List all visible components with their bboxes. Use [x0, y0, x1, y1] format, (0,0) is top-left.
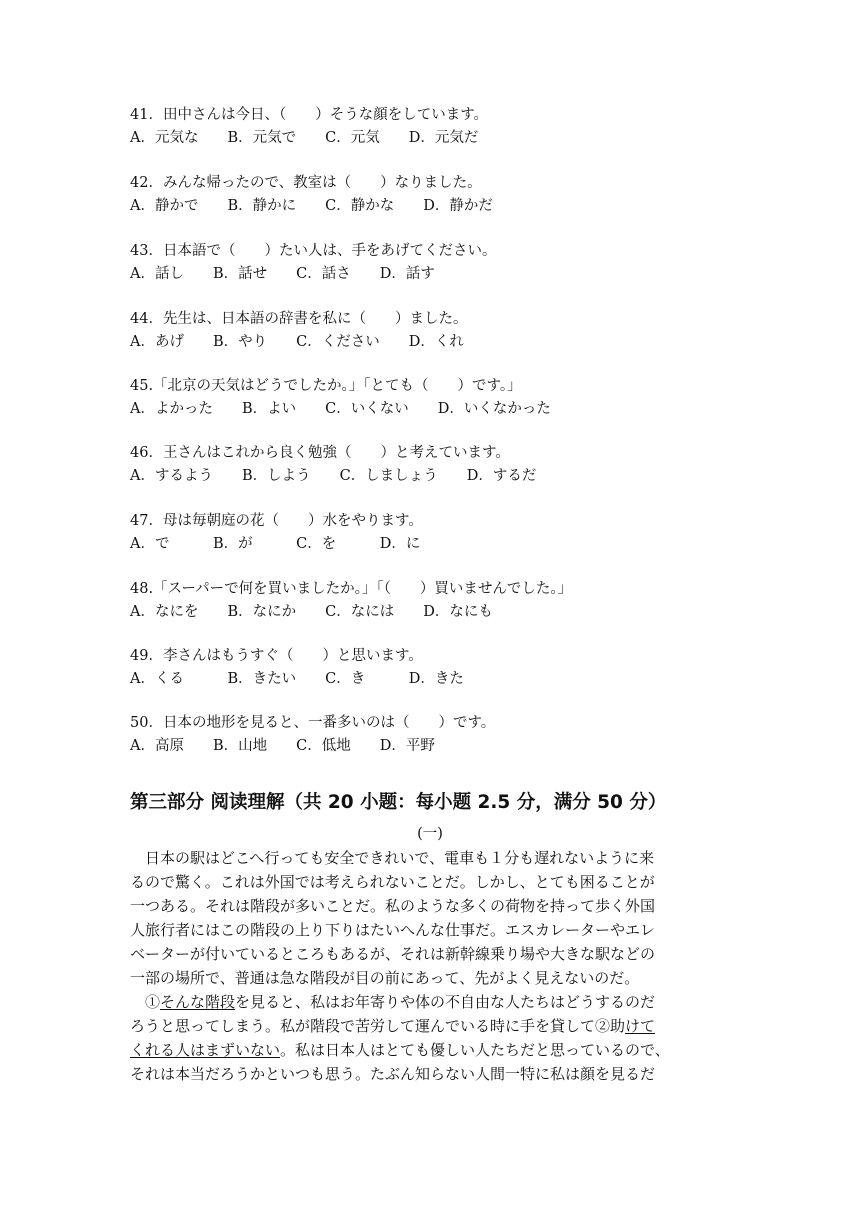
passage-line	[130, 1038, 740, 1062]
passage-text: ①	[130, 993, 161, 1011]
passage-line: ベーターが付いているところもあるが、それは新幹線乗り場や大きな駅などの	[130, 945, 656, 963]
passage-text: を見ると、私はお年寄りや体の不自由な人たちはどうするのだ	[235, 993, 656, 1011]
passage-label: (一)	[417, 826, 443, 842]
section-heading: 第三部分 阅读理解（共 20 小题：每小题 2.5 分，满分 50 分）	[130, 792, 667, 813]
question-options: A．するよう B．しよう C．しましょう D．するだ	[130, 468, 537, 484]
question-options: A．静かで B．静かに C．静かな D．静かだ	[130, 198, 493, 214]
question-43	[130, 240, 750, 286]
question-stem: 49．李さんはもうすぐ（ ）と思います。	[130, 648, 423, 664]
underlined-phrase-1: そんな階段	[160, 993, 236, 1011]
underlined-phrase-2-cont: くれる人はまずいない	[130, 1041, 281, 1059]
passage-line	[130, 990, 740, 1014]
question-stem: 42．みんな帰ったので、教室は（ ）なりました。	[130, 175, 482, 191]
question-options: A．くる B．きたい C．き D．きた	[130, 671, 464, 687]
question-46	[130, 442, 750, 488]
question-50	[130, 712, 750, 758]
question-options: A．なにを B．なにか C．なには D．なにも	[130, 604, 493, 620]
question-options: A．話し B．話せ C．話さ D．話す	[130, 266, 435, 282]
question-stem: 45.「北京の天気はどうでしたか。」「とても（ ）です。」	[130, 378, 522, 394]
question-47	[130, 510, 750, 556]
underlined-phrase-2: けて	[625, 1017, 656, 1035]
question-45	[130, 375, 750, 421]
question-options: A．高原 B．山地 C．低地 D．平野	[130, 738, 435, 754]
reading-passage	[130, 846, 740, 1086]
passage-text: ろうと思ってしまう。私が階段で苦労して運んでいる時に手を貸して②助	[130, 1017, 626, 1035]
question-stem: 44．先生は、日本語の辞書を私に（ ）ました。	[130, 311, 468, 327]
question-options: A．あげ B．やり C．ください D．くれ	[130, 334, 464, 350]
passage-line: それは本当だろうかといつも思う。たぶん知らない人間一特に私は顔を見るだ	[130, 1065, 656, 1083]
passage-line: 人旅行者にはこの階段の上り下りはたいへんな仕事だ。エスカレーターやエレ	[130, 921, 656, 939]
question-stem: 46．王さんはこれから良く勉強（ ）と考えています。	[130, 445, 510, 461]
passage-line: るので驚く。これは外国では考えられないことだ。しかし、とても困ることが	[130, 873, 655, 891]
question-stem: 48.「スーパーで何を買いましたか。」「（ ）買いませんでした。」	[130, 581, 573, 597]
question-41	[130, 104, 750, 150]
question-44	[130, 308, 750, 354]
question-42	[130, 172, 750, 218]
passage-line: 一つある。それは階段が多いことだ。私のような多くの荷物を持って歩く外国	[130, 897, 656, 915]
passage-text: 。私は日本人はとても優しい人たちだと思っているので、	[280, 1041, 670, 1059]
question-stem: 41．田中さんは今日、（ ）そうな顔をしています。	[130, 107, 489, 123]
passage-line: 日本の駅はどこへ行っても安全できれいで、電車も１分も遅れないように来	[130, 849, 655, 867]
question-stem: 47．母は毎朝庭の花（ ）水をやります。	[130, 513, 423, 529]
passage-line: 一部の場所で、普通は急な階段が目の前にあって、先がよく見えないのだ。	[130, 969, 640, 987]
question-48	[130, 578, 750, 624]
question-stem: 50．日本の地形を見ると、一番多いのは（ ）です。	[130, 715, 496, 731]
passage-line	[130, 1014, 740, 1038]
question-49	[130, 645, 750, 691]
question-options: A．元気な B．元気で C．元気 D．元気だ	[130, 130, 479, 146]
question-options: A．よかった B．よい C．いくない D．いくなかった	[130, 401, 551, 417]
question-stem: 43．日本語で（ ）たい人は、手をあげてください。	[130, 243, 497, 259]
question-options: A．で B．が C．を D．に	[130, 536, 421, 552]
